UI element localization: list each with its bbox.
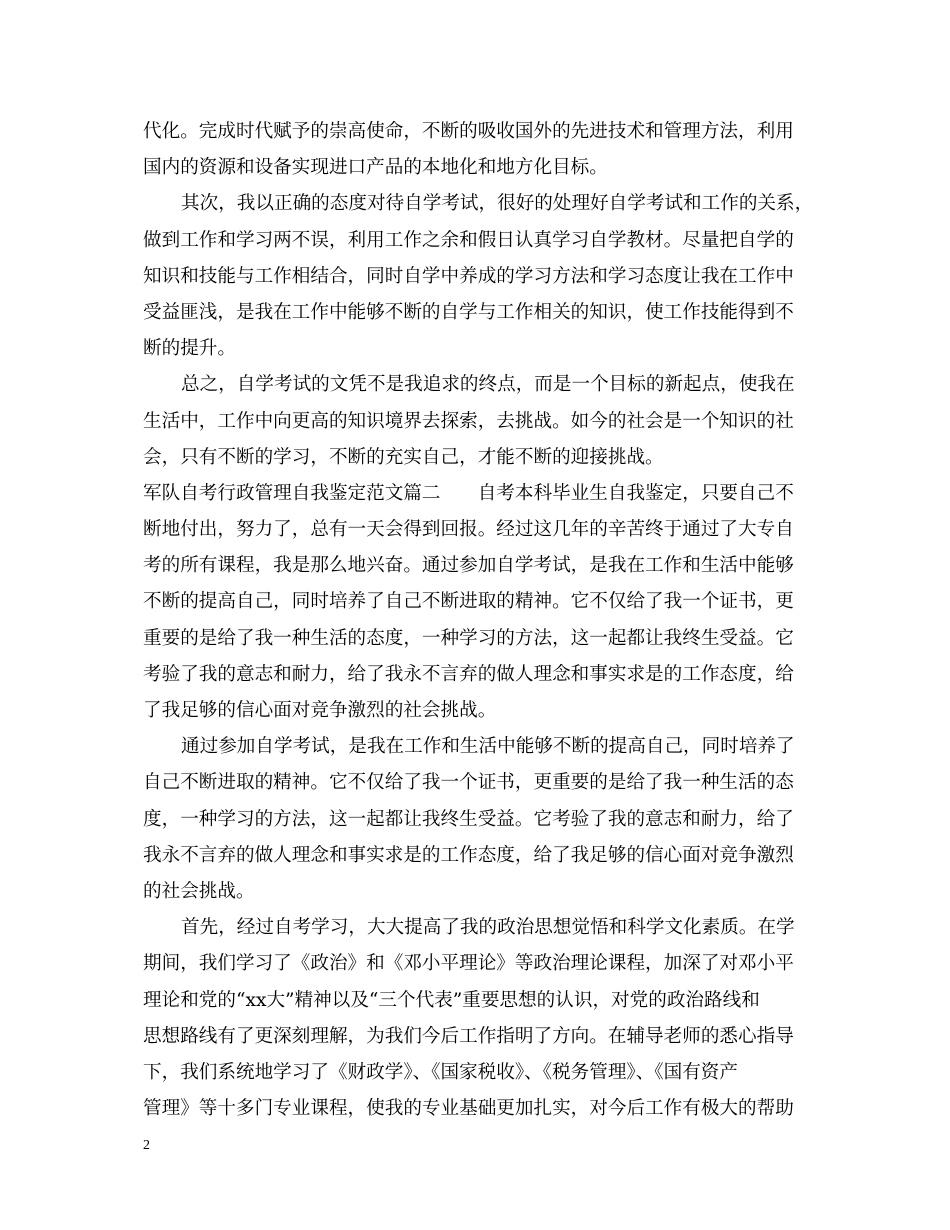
text-line: 会，只有不断的学习，不断的充实自己，才能不断的迎接挑战。 [143, 446, 664, 468]
text-line: 国内的资源和设备实现进口产品的本地化和地方化目标。 [143, 157, 608, 179]
text-line: 管理》等十多门专业课程，使我的专业基础更加扎实，对今后工作有极大的帮助 [143, 1098, 794, 1120]
text-line: 做到工作和学习两不误，利用工作之余和假日认真学习自学教材。尽量把自学的 [143, 229, 794, 251]
page-number: 2 [143, 1138, 150, 1153]
text-line: 了我足够的信心面对竞争激烈的社会挑战。 [143, 700, 497, 721]
text-line: 考验了我的意志和耐力，给了我永不言弃的做人理念和事实求是的工作态度，给 [143, 663, 794, 685]
text-line: 下，我们系统地学习了《财政学》、《国家税收》、《税务管理》、《国有资产 [143, 1061, 738, 1083]
text-line: 知识和技能与工作相结合，同时自学中养成的学习方法和学习态度让我在工作中 [143, 265, 794, 287]
paragraph-start-line: 通过参加自学考试，是我在工作和生活中能够不断的提高自己，同时培养了 [181, 736, 795, 758]
text-line: 的社会挑战。 [143, 880, 255, 902]
text-line: 代化。完成时代赋予的崇高使命，不断的吸收国外的先进技术和管理方法，利用 [143, 121, 794, 142]
text-line: 受益匪浅，是我在工作中能够不断的自学与工作相关的知识，使工作技能得到不 [143, 301, 794, 323]
section-heading-line: 军队自考行政管理自我鉴定范文篇二 自考本科毕业生自我鉴定，只要自己不 [143, 482, 794, 504]
document-body [143, 114, 819, 1127]
text-line: 重要的是给了我一种生活的态度，一种学习的方法，这一起都让我终生受益。它 [143, 627, 794, 649]
text-line: 度，一种学习的方法，这一起都让我终生受益。它考验了我的意志和耐力，给了 [143, 808, 794, 830]
paragraph-start-line: 其次，我以正确的态度对待自学考试，很好的处理好自学考试和工作的关系， [181, 193, 814, 215]
text-line: 不断的提高自己，同时培养了自己不断进取的精神。它不仅给了我一个证书，更 [143, 591, 794, 613]
text-line: 考的所有课程，我是那么地兴奋。通过参加自学考试，是我在工作和生活中能够 [143, 555, 794, 577]
text-line: 我永不言弃的做人理念和事实求是的工作态度，给了我足够的信心面对竞争激烈 [143, 844, 794, 866]
text-line: 理论和党的“xx大”精神以及“三个代表”重要思想的认识，对党的政治路线和 [143, 989, 760, 1011]
text-line: 自己不断进取的精神。它不仅给了我一个证书，更重要的是给了我一种生活的态 [143, 772, 794, 794]
text-line: 断的提升。 [143, 338, 236, 360]
text-line: 生活中，工作中向更高的知识境界去探索，去挑战。如今的社会是一个知识的社 [143, 410, 794, 432]
text-line: 思想路线有了更深刻理解，为我们今后工作指明了方向。在辅导老师的悉心指导 [143, 1025, 794, 1047]
text-line: 断地付出，努力了，总有一天会得到回报。经过这几年的辛苦终于通过了大专自 [143, 519, 794, 541]
paragraph-start-line: 首先，经过自考学习，大大提高了我的政治思想觉悟和科学文化素质。在学 [181, 917, 795, 939]
text-line: 期间，我们学习了《政治》和《邓小平理论》等政治理论课程，加深了对邓小平 [143, 953, 794, 975]
paragraph-start-line: 总之，自学考试的文凭不是我追求的终点，而是一个目标的新起点，使我在 [181, 374, 795, 396]
